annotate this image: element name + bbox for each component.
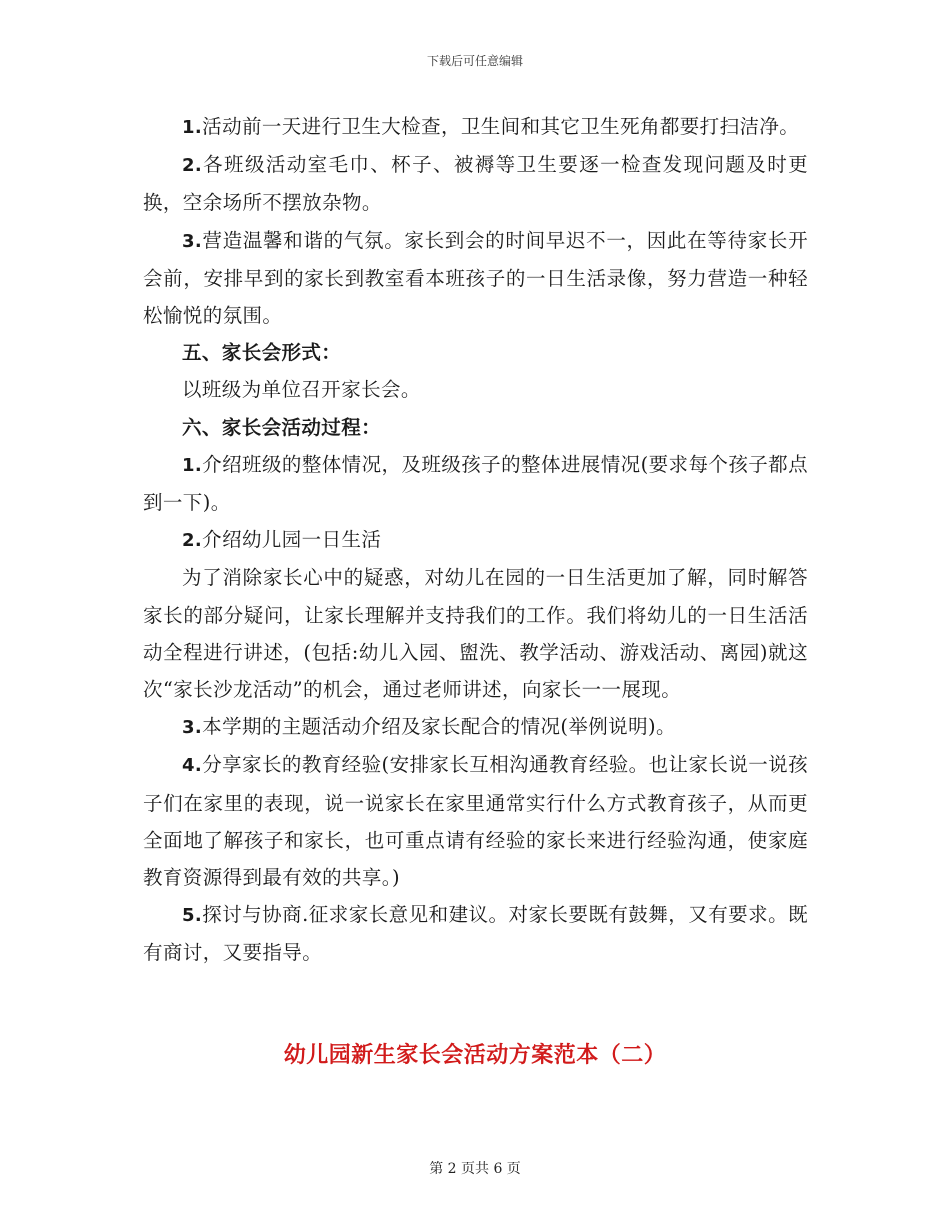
item-number: 1. [182, 454, 203, 476]
process-item-1 [143, 446, 808, 521]
page-header: 下载后可任意编辑 [426, 54, 523, 68]
item-text: 活动前一天进行卫生大检查，卫生间和其它卫生死角都要打扫洁净。 [202, 115, 800, 138]
process-item-2 [143, 521, 808, 559]
item-text: 探讨与协商.征求家长意见和建议。对家长要既有鼓舞，又有要求。既有商讨，又要指导。 [143, 903, 808, 965]
item-text: 介绍班级的整体情况，及班级孩子的整体进展情况(要求每个孩子都点到一下)。 [143, 452, 808, 515]
page-footer: 第 2 页共 6 页 [429, 1161, 521, 1177]
section-5-heading: 五、家长会形式： [182, 341, 342, 365]
item-text: 本学期的主题活动介绍及家长配合的情况(举例说明)。 [202, 715, 676, 739]
prep-item-1 [143, 108, 808, 146]
item-text: 各班级活动室毛巾、杯子、被褥等卫生要逐一检查发现问题及时更换，空余场所不摆放杂物。 [143, 153, 808, 215]
document-body [143, 108, 808, 972]
item-text: 分享家长的教育经验(安排家长互相沟通教育经验。也让家长说一说孩子们在家里的表现，说一说家长在家里通常实行什么方式教育孩子，从而更全面地了解孩子和家长，也可重点请有经验的家长来进行经验沟通，使家庭教育资源得到最有效的共享。) [143, 753, 808, 890]
section-6-heading: 六、家长会活动过程： [182, 415, 382, 439]
item-number: 4. [182, 755, 203, 777]
item-number: 5. [182, 905, 203, 927]
process-item-4 [143, 746, 808, 896]
prep-item-2 [143, 146, 808, 221]
item-number: 3. [182, 230, 203, 252]
process-item-2-detail: 为了消除家长心中的疑惑，对幼儿在园的一日生活更加了解，同时解答家长的部分疑问，让家长理解并支持我们的工作。我们将幼儿的一日生活活动全程进行讲述，(包括:幼儿入园、盥洗、教学活动、游戏活动、离园)就这次“家长沙龙活动”的机会，通过老师讲述，向家长一一展现。 [143, 566, 808, 702]
next-document-title: 幼儿园新生家长会活动方案范本（二） [283, 1042, 667, 1068]
item-number: 2. [182, 530, 203, 552]
prep-item-3 [143, 222, 808, 335]
item-text: 介绍幼儿园一日生活 [202, 528, 382, 552]
section-5-body: 以班级为单位召开家长会。 [182, 378, 421, 402]
item-text: 营造温馨和谐的气氛。家长到会的时间早迟不一，因此在等待家长开会前，安排早到的家长到教室看本班孩子的一日生活录像，努力营造一种轻松愉悦的氛围。 [143, 228, 808, 328]
item-number: 1. [182, 117, 203, 138]
process-item-5 [143, 896, 808, 971]
process-item-3 [143, 708, 808, 746]
item-number: 3. [182, 717, 203, 739]
item-number: 2. [182, 155, 203, 177]
